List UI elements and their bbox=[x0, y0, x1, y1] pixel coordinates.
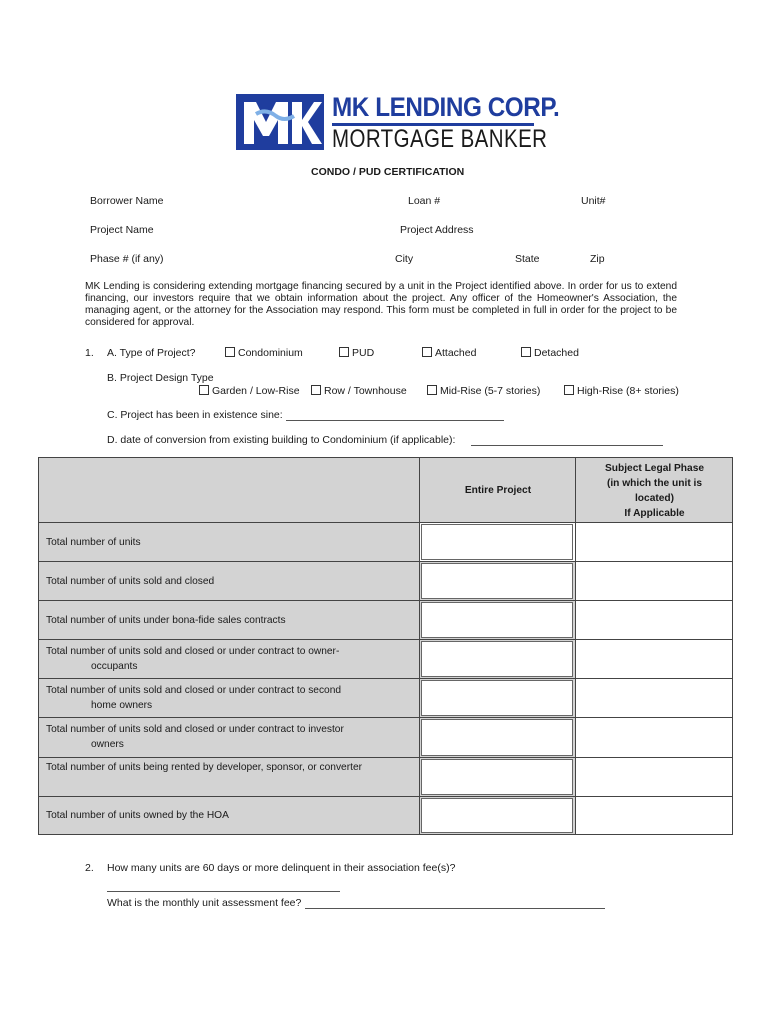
q1a-label: A. Type of Project? bbox=[107, 347, 196, 359]
row-label: Total number of units sold and closed or under contract to second bbox=[46, 685, 342, 696]
intro-paragraph: MK Lending is considering extending mortgage financing secured by a unit in the Project identified above. In order for us to extend financing, our investors require that we obtain information about the project. Any officer of the Homeowner's Association, the managing agent, or the attorney for the Association may respond. This form must be completed in full in order for the project to be considered for approval. bbox=[85, 281, 677, 328]
option-garden-low-rise[interactable]: Garden / Low-Rise bbox=[199, 385, 300, 397]
phase-label: Phase # (if any) bbox=[90, 253, 164, 265]
units-table bbox=[38, 457, 733, 835]
checkbox-icon[interactable] bbox=[199, 385, 209, 395]
table-row bbox=[39, 522, 419, 561]
q1-number: 1. bbox=[85, 347, 94, 359]
loan-number-label: Loan # bbox=[408, 195, 441, 207]
entire-project-input[interactable] bbox=[421, 759, 573, 795]
entire-project-input[interactable] bbox=[421, 719, 573, 756]
row-label: Total number of units under bona-fide sales contracts bbox=[46, 614, 286, 626]
subject-phase-cell[interactable] bbox=[575, 522, 732, 561]
entire-project-input[interactable] bbox=[421, 641, 573, 677]
table-row bbox=[39, 561, 419, 600]
q1d-label: D. date of conversion from existing building to Condominium (if applicable): bbox=[107, 434, 456, 446]
row-label: Total number of units owned by the HOA bbox=[46, 810, 229, 821]
existence-date-field[interactable] bbox=[286, 420, 504, 421]
subject-phase-cell[interactable] bbox=[575, 757, 732, 796]
q1c-label: C. Project has been in existence sine: bbox=[107, 409, 283, 421]
company-subtitle: MORTGAGE BANKER bbox=[332, 125, 548, 153]
subject-phase-cell[interactable] bbox=[575, 600, 732, 639]
entire-project-input[interactable] bbox=[421, 563, 573, 599]
row-label: Total number of units sold and closed bbox=[46, 575, 215, 587]
subject-phase-cell[interactable] bbox=[575, 796, 732, 834]
form-title: CONDO / PUD CERTIFICATION bbox=[311, 166, 465, 178]
subject-phase-cell[interactable] bbox=[575, 639, 732, 678]
unit-number-label: Unit# bbox=[581, 195, 606, 207]
city-label: City bbox=[395, 253, 414, 265]
option-high-rise[interactable]: High-Rise (8+ stories) bbox=[564, 385, 679, 397]
option-pud[interactable]: PUD bbox=[339, 347, 374, 359]
row-label: Total number of units sold and closed or under contract to owner- bbox=[46, 646, 340, 657]
header-entire-project: Entire Project bbox=[419, 458, 575, 522]
table-header-blank bbox=[39, 458, 419, 522]
subject-phase-cell[interactable] bbox=[575, 561, 732, 600]
subject-phase-cell[interactable] bbox=[575, 678, 732, 717]
header-subject-phase: Subject Legal Phase (in which the unit is located) If Applicable bbox=[575, 458, 732, 522]
entire-project-input[interactable] bbox=[421, 524, 573, 560]
checkbox-icon[interactable] bbox=[427, 385, 437, 395]
row-label: Total number of units bbox=[46, 536, 141, 548]
assessment-label: What is the monthly unit assessment fee? bbox=[107, 897, 302, 909]
entire-project-input[interactable] bbox=[421, 680, 573, 716]
row-label: Total number of units sold and closed or under contract to investor bbox=[46, 724, 344, 735]
checkbox-icon[interactable] bbox=[422, 347, 432, 357]
entire-project-input[interactable] bbox=[421, 602, 573, 638]
table-row bbox=[39, 717, 419, 757]
table-row bbox=[39, 600, 419, 639]
q2-number: 2. bbox=[85, 862, 94, 874]
table-row bbox=[39, 757, 419, 796]
table-row bbox=[39, 639, 419, 678]
company-name: MK LENDING CORP. bbox=[332, 92, 560, 122]
option-condominium[interactable]: Condominium bbox=[225, 347, 303, 359]
borrower-name-label: Borrower Name bbox=[90, 195, 164, 207]
row-label: Total number of units being rented by developer, sponsor, or converter bbox=[46, 762, 362, 773]
subject-phase-cell[interactable] bbox=[575, 717, 732, 757]
state-label: State bbox=[515, 253, 540, 265]
option-mid-rise[interactable]: Mid-Rise (5-7 stories) bbox=[427, 385, 540, 397]
entire-project-input[interactable] bbox=[421, 798, 573, 833]
table-row bbox=[39, 796, 419, 834]
q2-question: How many units are 60 days or more delinquent in their association fee(s)? bbox=[107, 862, 456, 874]
conversion-date-field[interactable] bbox=[471, 445, 663, 446]
row-label-cont: occupants bbox=[91, 661, 138, 672]
mk-monogram-icon bbox=[236, 94, 324, 150]
q1b-label: B. Project Design Type bbox=[107, 372, 214, 384]
assessment-fee-field[interactable] bbox=[305, 908, 605, 909]
option-detached[interactable]: Detached bbox=[521, 347, 579, 359]
checkbox-icon[interactable] bbox=[564, 385, 574, 395]
delinquent-units-field[interactable] bbox=[107, 891, 340, 892]
checkbox-icon[interactable] bbox=[339, 347, 349, 357]
table-row bbox=[39, 678, 419, 717]
project-name-label: Project Name bbox=[90, 224, 154, 236]
row-label-cont: owners bbox=[91, 739, 124, 750]
project-address-label: Project Address bbox=[400, 224, 474, 236]
row-label-cont: home owners bbox=[91, 700, 153, 711]
company-logo-mark bbox=[236, 94, 324, 150]
option-row-townhouse[interactable]: Row / Townhouse bbox=[311, 385, 407, 397]
zip-label: Zip bbox=[590, 253, 605, 265]
checkbox-icon[interactable] bbox=[311, 385, 321, 395]
checkbox-icon[interactable] bbox=[225, 347, 235, 357]
checkbox-icon[interactable] bbox=[521, 347, 531, 357]
option-attached[interactable]: Attached bbox=[422, 347, 476, 359]
